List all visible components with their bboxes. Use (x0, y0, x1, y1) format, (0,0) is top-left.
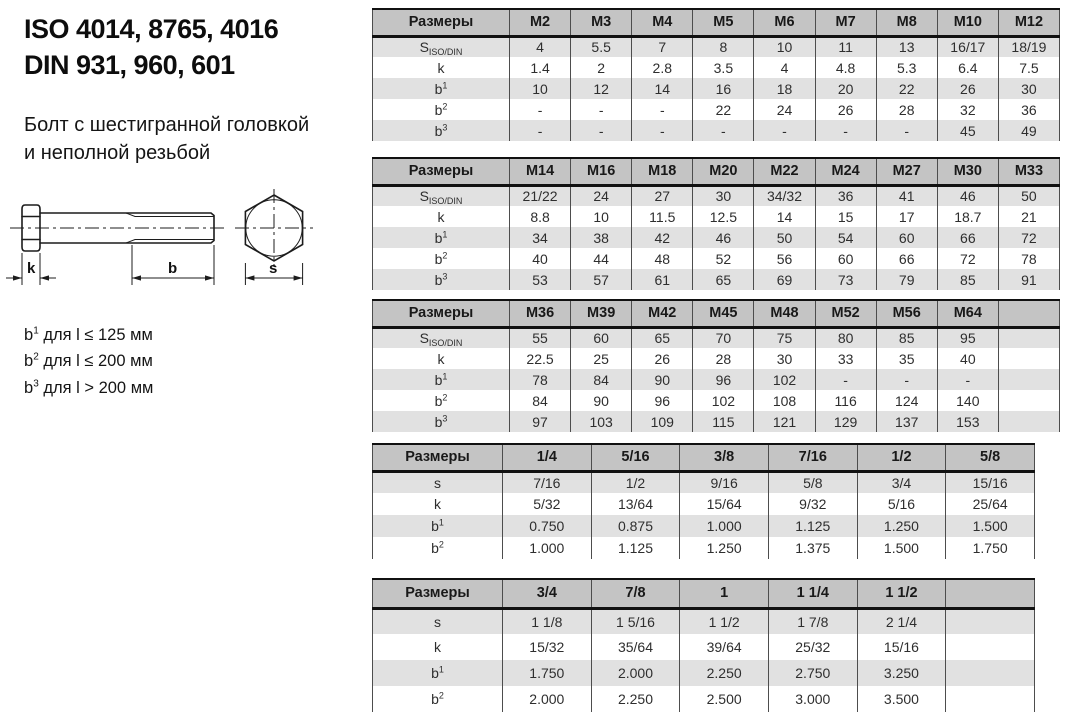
value-cell: 14 (632, 78, 693, 99)
col-header-size: M16 (571, 158, 632, 185)
value-cell: 15/16 (857, 634, 946, 660)
value-cell: - (876, 369, 937, 390)
value-cell: 153 (937, 411, 998, 432)
value-cell: 1 1/2 (680, 608, 769, 634)
value-cell: 90 (632, 369, 693, 390)
value-cell: 12 (571, 78, 632, 99)
value-cell: 26 (815, 99, 876, 120)
table-row (373, 660, 1035, 686)
value-cell: 4.8 (815, 57, 876, 78)
value-cell: 52 (693, 248, 754, 269)
value-cell: 46 (693, 227, 754, 248)
value-cell: 11.5 (632, 206, 693, 227)
col-header-size: M48 (754, 300, 815, 327)
left-panel (24, 12, 369, 167)
value-cell: 2.250 (680, 660, 769, 686)
col-header-size: 5/8 (946, 444, 1035, 471)
row-label: $b^3$ (373, 120, 510, 141)
bolt-end-view (235, 189, 313, 285)
value-cell: 79 (876, 269, 937, 290)
value-cell: 25 (571, 348, 632, 369)
empty-cell (998, 411, 1059, 432)
value-cell: 2.250 (591, 686, 680, 712)
value-cell: 18.7 (937, 206, 998, 227)
dimension-table-5 (372, 578, 1035, 712)
value-cell: 34 (510, 227, 571, 248)
value-cell: - (876, 120, 937, 141)
col-header-sizes: Размеры (373, 579, 503, 608)
value-cell: 10 (571, 206, 632, 227)
value-cell: 2.000 (591, 660, 680, 686)
value-cell: 10 (754, 36, 815, 57)
tables-column (372, 0, 1067, 720)
table-row (373, 493, 1035, 515)
value-cell: 97 (510, 411, 571, 432)
value-cell: - (815, 369, 876, 390)
value-cell: 4 (754, 57, 815, 78)
row-label: k (373, 634, 503, 660)
col-header-size: M6 (754, 9, 815, 36)
value-cell: 40 (510, 248, 571, 269)
footnote-b1: $b^1$ для l ≤ 125 мм (24, 325, 153, 344)
empty-cell (946, 660, 1035, 686)
value-cell: - (571, 120, 632, 141)
col-header-sizes: Размеры (373, 300, 510, 327)
value-cell: 50 (754, 227, 815, 248)
value-cell: 28 (693, 348, 754, 369)
col-header-size: M24 (815, 158, 876, 185)
col-header-size: M18 (632, 158, 693, 185)
value-cell: 96 (632, 390, 693, 411)
value-cell: 26 (937, 78, 998, 99)
value-cell: 75 (754, 327, 815, 348)
value-cell: 96 (693, 369, 754, 390)
table-row (373, 471, 1035, 493)
table-row (373, 348, 1060, 369)
value-cell: 5/16 (857, 493, 946, 515)
subtitle-line-1: Болт с шестигранной головкой (24, 114, 310, 137)
table-row (373, 36, 1060, 57)
value-cell: 108 (754, 390, 815, 411)
row-label: s (373, 471, 503, 493)
table-row (373, 99, 1060, 120)
col-header-size: M14 (510, 158, 571, 185)
value-cell: 28 (876, 99, 937, 120)
value-cell: 21 (998, 206, 1059, 227)
value-cell: 73 (815, 269, 876, 290)
col-header-size: M10 (937, 9, 998, 36)
value-cell: 17 (876, 206, 937, 227)
dim-label-b: b (168, 260, 178, 277)
col-header-size: M8 (876, 9, 937, 36)
row-label: $b^2$ (373, 99, 510, 120)
value-cell: 11 (815, 36, 876, 57)
col-header-size: M3 (571, 9, 632, 36)
value-cell: 1.250 (680, 537, 769, 559)
value-cell: - (510, 99, 571, 120)
value-cell: 72 (998, 227, 1059, 248)
value-cell: 84 (510, 390, 571, 411)
col-header-size: 7/8 (591, 579, 680, 608)
table-row (373, 78, 1060, 99)
value-cell: 3.250 (857, 660, 946, 686)
table-row (373, 369, 1060, 390)
value-cell: 46 (937, 185, 998, 206)
value-cell: 16/17 (937, 36, 998, 57)
value-cell: 9/16 (680, 471, 769, 493)
value-cell: 15/32 (503, 634, 592, 660)
value-cell: 54 (815, 227, 876, 248)
col-header-size: M4 (632, 9, 693, 36)
bolt-drawing (2, 183, 332, 318)
row-label: $S_{ISO/DIN}$ (373, 327, 510, 348)
value-cell: 1 5/16 (591, 608, 680, 634)
value-cell: 9/32 (768, 493, 857, 515)
value-cell: 5/8 (768, 471, 857, 493)
row-label: k (373, 493, 503, 515)
row-label: $b^3$ (373, 269, 510, 290)
empty-cell (946, 634, 1035, 660)
empty-cell (946, 608, 1035, 634)
col-header-size: 5/16 (591, 444, 680, 471)
table-row (373, 515, 1035, 537)
value-cell: 1 1/8 (503, 608, 592, 634)
value-cell: 12.5 (693, 206, 754, 227)
table-row (373, 206, 1060, 227)
value-cell: 0.875 (591, 515, 680, 537)
value-cell: 18 (754, 78, 815, 99)
row-label: $b^1$ (373, 227, 510, 248)
value-cell: 60 (876, 227, 937, 248)
value-cell: 44 (571, 248, 632, 269)
col-header-size: M22 (754, 158, 815, 185)
col-header-size: M45 (693, 300, 754, 327)
value-cell: 15 (815, 206, 876, 227)
value-cell: 34/32 (754, 185, 815, 206)
table-row (373, 269, 1060, 290)
value-cell: 70 (693, 327, 754, 348)
value-cell: 102 (693, 390, 754, 411)
value-cell: 2 1/4 (857, 608, 946, 634)
value-cell: 109 (632, 411, 693, 432)
value-cell: 137 (876, 411, 937, 432)
table-row (373, 57, 1060, 78)
value-cell: 1.000 (503, 537, 592, 559)
value-cell: 16 (693, 78, 754, 99)
value-cell: 1.500 (946, 515, 1035, 537)
value-cell: 13 (876, 36, 937, 57)
table-row (373, 327, 1060, 348)
value-cell: 1/2 (591, 471, 680, 493)
value-cell: 26 (632, 348, 693, 369)
value-cell: 41 (876, 185, 937, 206)
row-label: $b^3$ (373, 411, 510, 432)
value-cell: 15/64 (680, 493, 769, 515)
value-cell: 61 (632, 269, 693, 290)
value-cell: 66 (937, 227, 998, 248)
dim-label-k: k (27, 260, 36, 277)
row-label: $b^2$ (373, 686, 503, 712)
value-cell: 15/16 (946, 471, 1035, 493)
row-label: k (373, 57, 510, 78)
value-cell: - (510, 120, 571, 141)
row-label: $b^1$ (373, 78, 510, 99)
value-cell: 1 7/8 (768, 608, 857, 634)
value-cell: 53 (510, 269, 571, 290)
row-label: $b^1$ (373, 369, 510, 390)
table-row (373, 185, 1060, 206)
col-header-size: M30 (937, 158, 998, 185)
col-header-size: M12 (998, 9, 1059, 36)
value-cell: 1.4 (510, 57, 571, 78)
value-cell: 0.750 (503, 515, 592, 537)
value-cell: 13/64 (591, 493, 680, 515)
value-cell: 1.125 (591, 537, 680, 559)
col-header-size: 3/4 (503, 579, 592, 608)
value-cell: 8 (693, 36, 754, 57)
row-label: $b^1$ (373, 660, 503, 686)
value-cell: - (937, 369, 998, 390)
value-cell: 27 (632, 185, 693, 206)
value-cell: 2.750 (768, 660, 857, 686)
value-cell: 78 (998, 248, 1059, 269)
value-cell: 22 (693, 99, 754, 120)
col-header-sizes: Размеры (373, 9, 510, 36)
table-row (373, 248, 1060, 269)
col-header-size: M39 (571, 300, 632, 327)
dimension-table-3 (372, 299, 1060, 432)
value-cell: 65 (632, 327, 693, 348)
value-cell: 2 (571, 57, 632, 78)
value-cell: 121 (754, 411, 815, 432)
value-cell: 2.500 (680, 686, 769, 712)
empty-cell (998, 369, 1059, 390)
row-label: $b^2$ (373, 537, 503, 559)
page-title-iso: ISO 4014, 8765, 4016 (24, 14, 279, 44)
value-cell: 8.8 (510, 206, 571, 227)
value-cell: 1.125 (768, 515, 857, 537)
value-cell: 2.000 (503, 686, 592, 712)
col-header-size: M27 (876, 158, 937, 185)
value-cell: 40 (937, 348, 998, 369)
col-header-size: M5 (693, 9, 754, 36)
dim-label-s: s (269, 260, 278, 277)
table-row (373, 120, 1060, 141)
value-cell: - (571, 99, 632, 120)
table-row (373, 390, 1060, 411)
bolt-side-view (6, 205, 224, 285)
value-cell: 1.500 (857, 537, 946, 559)
value-cell: 56 (754, 248, 815, 269)
col-header-size: M33 (998, 158, 1059, 185)
empty-cell (946, 686, 1035, 712)
value-cell: 21/22 (510, 185, 571, 206)
value-cell: 102 (754, 369, 815, 390)
value-cell: 115 (693, 411, 754, 432)
value-cell: - (693, 120, 754, 141)
empty-cell (998, 327, 1059, 348)
value-cell: 57 (571, 269, 632, 290)
value-cell: 1.250 (857, 515, 946, 537)
value-cell: 22 (876, 78, 937, 99)
value-cell: 45 (937, 120, 998, 141)
value-cell: 66 (876, 248, 937, 269)
value-cell: 72 (937, 248, 998, 269)
value-cell: 50 (998, 185, 1059, 206)
value-cell: 85 (876, 327, 937, 348)
table-row (373, 634, 1035, 660)
row-label: s (373, 608, 503, 634)
value-cell: 3.000 (768, 686, 857, 712)
col-header-size: 7/16 (768, 444, 857, 471)
dimension-table-2 (372, 157, 1060, 290)
subtitle-line-2: и неполной резьбой (24, 142, 211, 165)
value-cell: - (632, 120, 693, 141)
value-cell: 124 (876, 390, 937, 411)
row-label: $b^1$ (373, 515, 503, 537)
value-cell: 90 (571, 390, 632, 411)
col-header-size: 1 1/4 (768, 579, 857, 608)
col-header-size: 3/8 (680, 444, 769, 471)
value-cell: 60 (815, 248, 876, 269)
value-cell: 30 (998, 78, 1059, 99)
value-cell: 4 (510, 36, 571, 57)
value-cell: 36 (998, 99, 1059, 120)
value-cell: 33 (815, 348, 876, 369)
col-header-size: M20 (693, 158, 754, 185)
value-cell: 95 (937, 327, 998, 348)
page-title-din: DIN 931, 960, 601 (24, 49, 235, 80)
value-cell: 10 (510, 78, 571, 99)
value-cell: 140 (937, 390, 998, 411)
value-cell: 35 (876, 348, 937, 369)
footnote-b2: $b^2$ для l ≤ 200 мм (24, 351, 153, 371)
empty-cell (998, 390, 1059, 411)
value-cell: 30 (693, 185, 754, 206)
table-row (373, 227, 1060, 248)
col-header-empty (946, 579, 1035, 608)
value-cell: - (815, 120, 876, 141)
col-header-sizes: Размеры (373, 444, 503, 471)
col-header-size: M56 (876, 300, 937, 327)
col-header-size: M7 (815, 9, 876, 36)
value-cell: 24 (754, 99, 815, 120)
value-cell: 38 (571, 227, 632, 248)
value-cell: 116 (815, 390, 876, 411)
value-cell: 7.5 (998, 57, 1059, 78)
value-cell: 42 (632, 227, 693, 248)
table-row (373, 608, 1035, 634)
value-cell: - (754, 120, 815, 141)
value-cell: 3.5 (693, 57, 754, 78)
row-label: $S_{ISO/DIN}$ (373, 185, 510, 206)
value-cell: 18/19 (998, 36, 1059, 57)
value-cell: 24 (571, 185, 632, 206)
value-cell: 84 (571, 369, 632, 390)
row-label: k (373, 348, 510, 369)
value-cell: 25/64 (946, 493, 1035, 515)
dimension-table-4 (372, 443, 1035, 559)
value-cell: 32 (937, 99, 998, 120)
col-header-size: M52 (815, 300, 876, 327)
row-label: $S_{ISO/DIN}$ (373, 36, 510, 57)
value-cell: 36 (815, 185, 876, 206)
value-cell: 20 (815, 78, 876, 99)
value-cell: 69 (754, 269, 815, 290)
footnote-b3: $b^3$ для l > 200 мм (24, 378, 154, 397)
row-label: k (373, 206, 510, 227)
value-cell: 91 (998, 269, 1059, 290)
value-cell: 22.5 (510, 348, 571, 369)
value-cell: 5/32 (503, 493, 592, 515)
table-row (373, 686, 1035, 712)
row-label: $b^2$ (373, 248, 510, 269)
value-cell: 3/4 (857, 471, 946, 493)
col-header-size: M36 (510, 300, 571, 327)
dimension-table-1 (372, 8, 1060, 141)
col-header-size: M64 (937, 300, 998, 327)
value-cell: 6.4 (937, 57, 998, 78)
col-header-size: 1 1/2 (857, 579, 946, 608)
value-cell: 5.5 (571, 36, 632, 57)
value-cell: 48 (632, 248, 693, 269)
table-row (373, 411, 1060, 432)
col-header-size: M42 (632, 300, 693, 327)
value-cell: 55 (510, 327, 571, 348)
col-header-size: M2 (510, 9, 571, 36)
empty-cell (998, 348, 1059, 369)
col-header-size: 1/4 (503, 444, 592, 471)
table-row (373, 537, 1035, 559)
value-cell: 1.000 (680, 515, 769, 537)
value-cell: 2.8 (632, 57, 693, 78)
value-cell: 30 (754, 348, 815, 369)
value-cell: 5.3 (876, 57, 937, 78)
value-cell: 1.750 (503, 660, 592, 686)
value-cell: 129 (815, 411, 876, 432)
col-header-size: 1 (680, 579, 769, 608)
page-subtitle (24, 111, 369, 167)
value-cell: - (632, 99, 693, 120)
value-cell: 60 (571, 327, 632, 348)
value-cell: 14 (754, 206, 815, 227)
value-cell: 49 (998, 120, 1059, 141)
col-header-empty (998, 300, 1059, 327)
value-cell: 1.750 (946, 537, 1035, 559)
value-cell: 103 (571, 411, 632, 432)
value-cell: 25/32 (768, 634, 857, 660)
value-cell: 85 (937, 269, 998, 290)
value-cell: 7/16 (503, 471, 592, 493)
col-header-size: 1/2 (857, 444, 946, 471)
value-cell: 80 (815, 327, 876, 348)
value-cell: 35/64 (591, 634, 680, 660)
row-label: $b^2$ (373, 390, 510, 411)
value-cell: 3.500 (857, 686, 946, 712)
col-header-sizes: Размеры (373, 158, 510, 185)
value-cell: 65 (693, 269, 754, 290)
value-cell: 1.375 (768, 537, 857, 559)
value-cell: 39/64 (680, 634, 769, 660)
value-cell: 78 (510, 369, 571, 390)
footnotes (24, 322, 153, 401)
value-cell: 7 (632, 36, 693, 57)
